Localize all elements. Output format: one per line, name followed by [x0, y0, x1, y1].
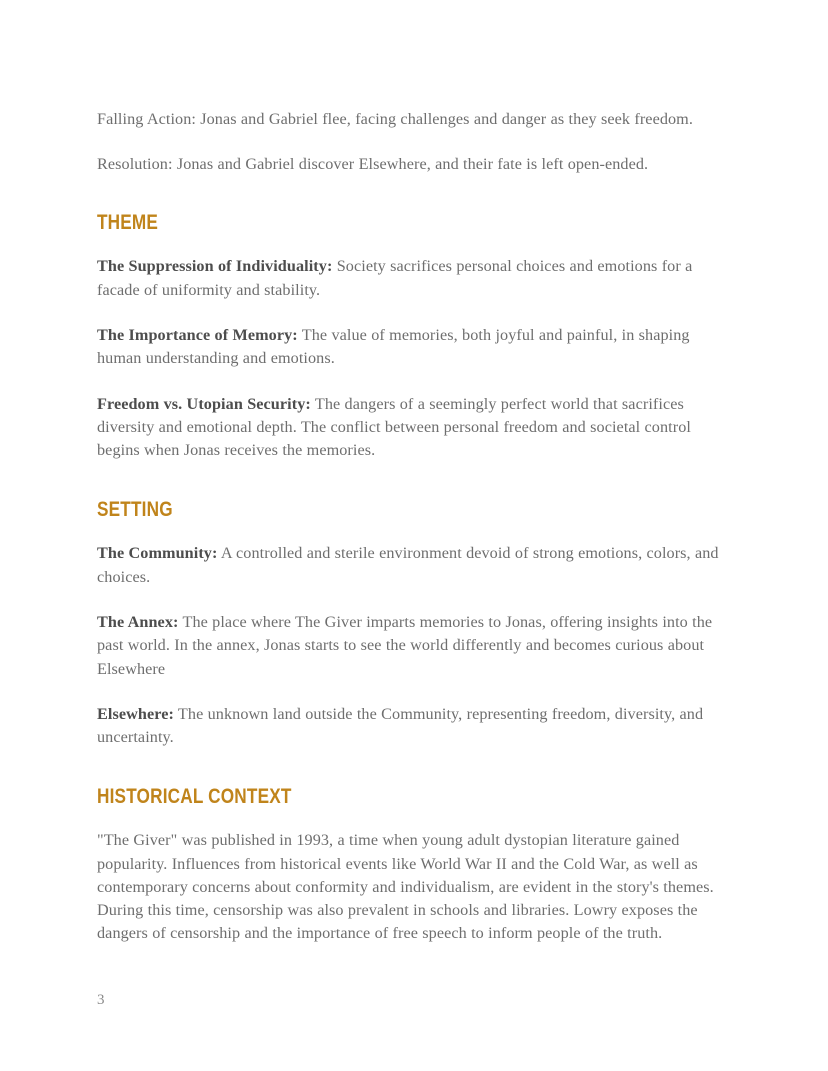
section-historical-context-body [97, 829, 731, 946]
paragraph-text: The unknown land outside the Community, representing freedom, diversity, and uncertainty. [97, 704, 704, 747]
paragraph-text: The place where The Giver imparts memories to Jonas, offering insights into the past world. In the annex, Jonas starts to see the world differently and becomes curious about Elsewhere [97, 612, 713, 678]
section-historical-context-heading-block [97, 772, 731, 809]
section-theme-body [97, 255, 731, 462]
paragraph-suppression-of-individuality [97, 255, 731, 302]
paragraph-freedom-vs-utopian-security [97, 393, 731, 463]
section-setting-body [97, 542, 731, 749]
intro-paragraph-group [97, 108, 731, 177]
paragraph-historical-context [97, 829, 731, 946]
paragraph-importance-of-memory [97, 324, 731, 371]
section-theme-heading-block [97, 199, 731, 235]
paragraph-text: Falling Action: Jonas and Gabriel flee, facing challenges and danger as they seek freedom. [97, 110, 693, 128]
paragraph-text: Resolution: Jonas and Gabriel discover Elsewhere, and their fate is left open-ended. [97, 155, 649, 174]
paragraph-the-annex [97, 611, 731, 681]
paragraph-lead: The Annex: [97, 612, 179, 631]
paragraph-text: The value of memories, both joyful and painful, in shaping human understanding and emotions. [97, 325, 690, 368]
paragraph-lead: Freedom vs. Utopian Security: [97, 394, 311, 413]
paragraph-text: "The Giver" was published in 1993, a time when young adult dystopian literature gained popularity. Influences from historical events like World War II and the Cold War, as well as contemporary concerns about conformity and individualism, are evident in the story's themes. During this time, censorship was also prevalent in schools and libraries. Lowry exposes the dangers of censorship and the importance of free speech to inform people of the truth. [97, 831, 714, 943]
paragraph-lead: The Suppression of Individuality: [97, 257, 333, 276]
paragraph-falling-action [97, 108, 731, 131]
section-heading-theme: THEME [97, 209, 159, 234]
paragraph-elsewhere [97, 703, 731, 750]
paragraph-text: A controlled and sterile environment devoid of strong emotions, colors, and choices. [97, 544, 719, 586]
paragraph-text: The dangers of a seemingly perfect world that sacrifices diversity and emotional depth. The conflict between personal freedom and societal control begins when Jonas receives the memories. [97, 394, 691, 460]
paragraph-lead: Elsewhere: [97, 704, 174, 723]
paragraph-lead: The Importance of Memory: [97, 325, 298, 344]
paragraph-text: Society sacrifices personal choices and emotions for a facade of uniformity and stability. [97, 257, 693, 299]
section-heading-setting: SETTING [97, 496, 173, 521]
paragraph-lead: The Community: [97, 544, 218, 563]
paragraph-resolution [97, 153, 731, 176]
paragraph-the-community [97, 542, 731, 589]
section-heading-historical-context: HISTORICAL CONTEXT [97, 783, 292, 808]
section-setting-heading-block [97, 485, 731, 522]
page-number: 3 [97, 992, 105, 1008]
document-content [97, 108, 731, 968]
